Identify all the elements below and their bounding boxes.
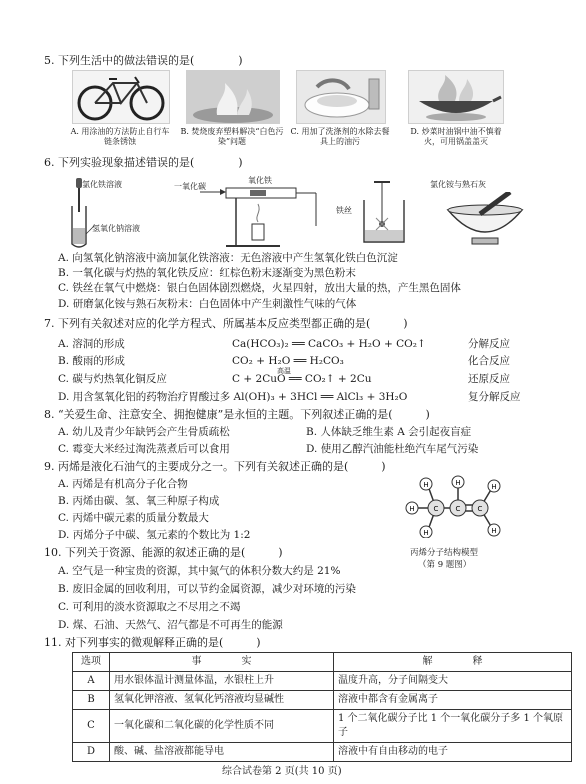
- co-reduction-apparatus-diagram: [170, 186, 320, 250]
- q11-table: [72, 652, 572, 762]
- q9-model-subcaption: （第 9 题图）: [418, 560, 472, 570]
- q6-stem: 6. 下列实验现象描述错误的是( ): [44, 156, 243, 169]
- q7-row-a-equation: Ca(HCO₃)₂ ══ CaCO₃ + H₂O + CO₂↑: [232, 338, 426, 350]
- q6-option-d: D. 研磨氯化铵与熟石灰粉末：白色固体中产生刺激性气味的气体: [58, 298, 357, 310]
- row-fact: 用水银体温计测量体温，水银柱上升: [110, 672, 334, 691]
- atom-h-label: H: [423, 529, 429, 537]
- q5-option-d: D. 炒菜时油锅中油不慎着火，可用锅盖盖灭: [410, 127, 502, 146]
- q6-option-c: C. 铁丝在氧气中燃烧：银白色固体剧烈燃烧，火星四射，放出大量的热，产生黑色固体: [58, 282, 461, 294]
- q11-stem: 11. 对下列事实的微观解释正确的是( ): [44, 636, 261, 649]
- q7-row-a-desc: A. 溶洞的形成: [58, 338, 125, 350]
- row-explanation: 溶液中有自由移动的电子: [334, 743, 572, 762]
- label-fe2o3: 氧化铁: [248, 176, 272, 185]
- q9-option-d: D. 丙烯分子中碳、氢元素的个数比为 1:2: [58, 529, 251, 541]
- mortar-pestle-diagram: [440, 192, 530, 250]
- row-option: D: [73, 743, 110, 762]
- q10-stem: 10. 下列关于资源、能源的叙述正确的是( ): [44, 546, 283, 559]
- q7-row-d-type: 复分解反应: [468, 391, 521, 403]
- row-fact: 酸、碱、盐溶液都能导电: [110, 743, 334, 762]
- q5-stem: 5. 下列生活中的做法错误的是( ): [44, 54, 243, 67]
- table-row: [73, 710, 572, 743]
- wok-fire-image: [408, 70, 504, 124]
- q9-option-a: A. 丙烯是有机高分子化合物: [58, 478, 188, 490]
- q10-option-c: C. 可利用的淡水资源取之不尽用之不竭: [58, 601, 241, 613]
- page-footer: 综合试卷第 2 页(共 10 页): [222, 766, 342, 777]
- q7-row-a-type: 分解反应: [468, 338, 510, 350]
- label-wire: 铁丝: [336, 206, 352, 215]
- q7-row-b-desc: B. 酸雨的形成: [58, 355, 125, 367]
- washing-dishes-image: [296, 70, 386, 124]
- q7-row-b-type: 化合反应: [468, 355, 510, 367]
- q8-option-b: B. 人体缺乏维生素 A 会引起夜盲症: [306, 426, 472, 438]
- q6-option-b: B. 一氧化碳与灼热的氧化铁反应：红棕色粉末逐渐变为黑色粉末: [58, 267, 356, 279]
- row-fact: 一氧化碳和二氧化碳的化学性质不同: [110, 710, 334, 743]
- atom-h-label: H: [491, 527, 497, 535]
- q5-option-b: B. 焚烧废弃塑料解决“白色污染”问题: [180, 127, 284, 146]
- row-fact: 氢氧化钾溶液、氢氧化钙溶液均显碱性: [110, 691, 334, 710]
- atom-c-label: C: [477, 505, 483, 513]
- atom-h-label: H: [409, 505, 415, 513]
- row-explanation: 温度升高，分子间隔变大: [334, 672, 572, 691]
- row-option: C: [73, 710, 110, 743]
- atom-h-label: H: [491, 483, 497, 491]
- header-fact: 事 实: [110, 653, 334, 672]
- row-explanation: 溶液中都含有金属离子: [334, 691, 572, 710]
- header-explanation: 解 释: [334, 653, 572, 672]
- q9-stem: 9. 丙烯是液化石油气的主要成分之一。下列有关叙述正确的是( ): [44, 460, 386, 473]
- q7-row-c-type: 还原反应: [468, 373, 510, 385]
- q9-option-c: C. 丙烯中碳元素的质量分数最大: [58, 512, 209, 524]
- q7-row-c-equation: C + 2CuO ══ CO₂↑ + 2Cu: [232, 373, 372, 385]
- header-option: 选项: [73, 653, 110, 672]
- atom-c-label: C: [455, 505, 461, 513]
- table-row: [73, 743, 572, 762]
- q10-option-b: B. 废旧金属的回收利用，可以节约金属资源，减少对环境的污染: [58, 583, 356, 595]
- atom-h-label: H: [455, 479, 461, 487]
- row-option: B: [73, 691, 110, 710]
- q7-row-c-condition: 高温: [277, 367, 291, 375]
- q9-model-caption: 丙烯分子结构模型: [410, 548, 479, 558]
- table-row: [73, 691, 572, 710]
- burning-plastic-image: [186, 70, 280, 124]
- q8-option-a: A. 幼儿及青少年缺钙会产生骨质疏松: [58, 426, 230, 438]
- table-header-row: [73, 653, 572, 672]
- atom-h-label: H: [423, 481, 429, 489]
- q9-option-b: B. 丙烯由碳、氢、氧三种原子构成: [58, 495, 220, 507]
- q10-option-d: D. 煤、石油、天然气、沼气都是不可再生的能源: [58, 619, 283, 631]
- q7-row-b-equation: CO₂ + H₂O ══ H₂CO₃: [232, 355, 344, 367]
- label-mortar: 氯化铵与熟石灰: [430, 180, 486, 189]
- label-fecl3: 氯化铁溶液: [82, 180, 122, 189]
- atom-c-label: C: [433, 505, 439, 513]
- q10-option-a: A. 空气是一种宝贵的资源，其中氮气的体积分数大约是 21%: [58, 565, 341, 577]
- label-naoh: 氢氧化钠溶液: [92, 224, 140, 233]
- q7-stem: 7. 下列有关叙述对应的化学方程式、所属基本反应类型都正确的是( ): [44, 317, 408, 330]
- table-row: [73, 672, 572, 691]
- q5-option-a: A. 用涂油的方法防止自行车链条锈蚀: [70, 127, 170, 146]
- q8-stem: 8. “关爱生命、注意安全、拥抱健康”是永恒的主题。下列叙述正确的是( ): [44, 408, 430, 421]
- bicycle-image: [72, 70, 170, 124]
- q6-option-a: A. 向氢氧化钠溶液中滴加氯化铁溶液：无色溶液中产生氢氧化铁白色沉淀: [58, 252, 398, 264]
- q7-row-d-desc: D. 用含氢氧化铝的药物治疗胃酸过多 Al(OH)₃ + 3HCl ══ AlCl₃ + 3H₂O: [58, 391, 408, 403]
- q8-option-d: D. 使用乙醇汽油能杜绝汽车尾气污染: [306, 443, 479, 455]
- row-option: A: [73, 672, 110, 691]
- propene-molecule-model: [400, 474, 510, 538]
- q8-option-c: C. 霉变大米经过淘洗蒸煮后可以食用: [58, 443, 230, 455]
- q5-option-c: C. 用加了洗涤剂的水除去餐具上的油污: [290, 127, 390, 146]
- iron-wire-combustion-diagram: [356, 178, 416, 250]
- row-explanation: 1 个二氧化碳分子比 1 个一氧化碳分子多 1 个氧原子: [334, 710, 572, 743]
- q7-row-c-desc: C. 碳与灼热氧化铜反应: [58, 373, 167, 385]
- dropper-tube-diagram: [66, 178, 106, 250]
- label-co: 一氧化碳: [174, 182, 206, 191]
